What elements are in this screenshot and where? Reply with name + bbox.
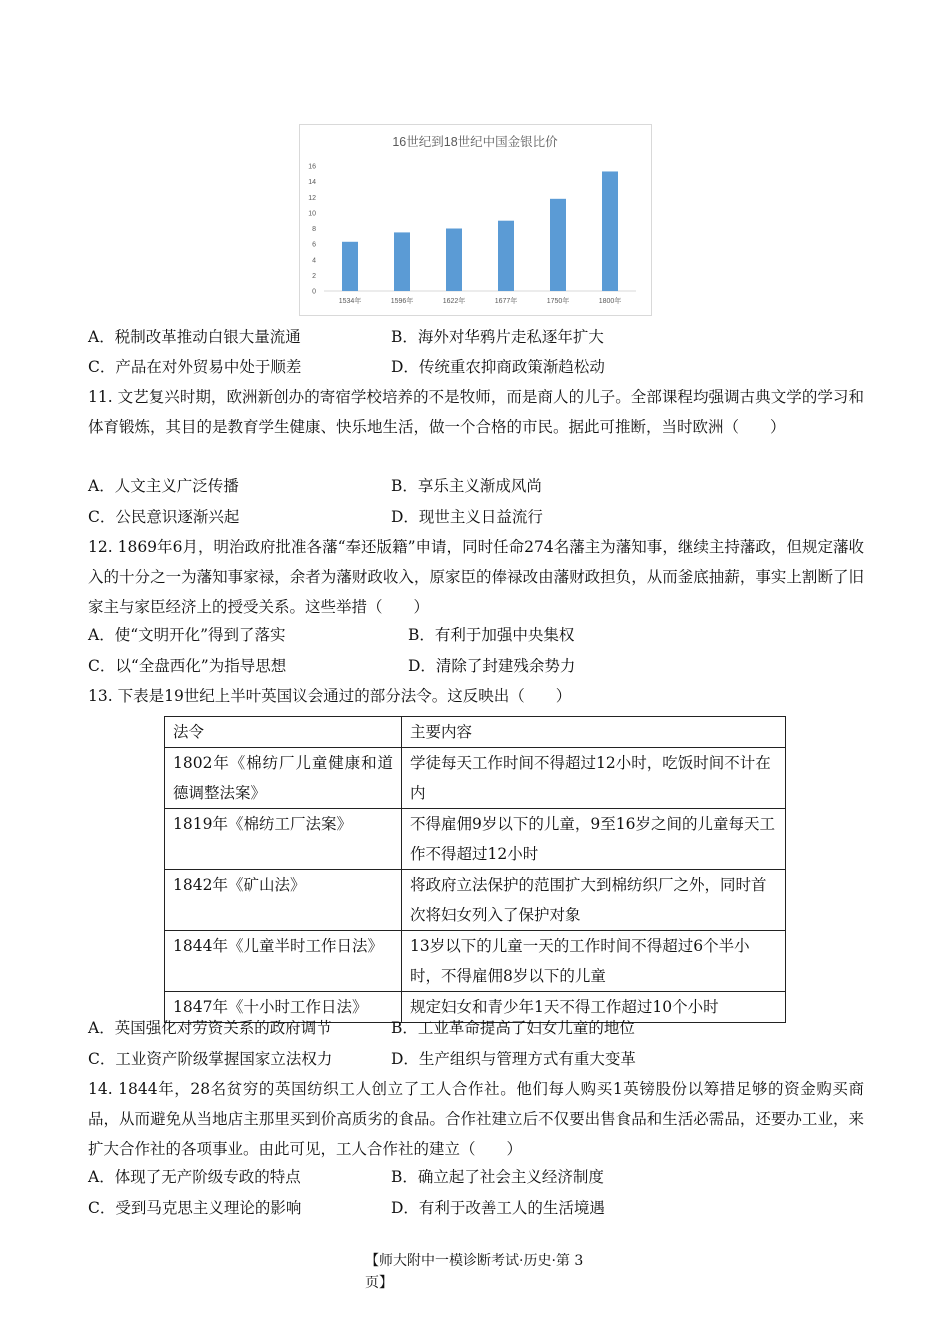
q14-option-c[interactable]: C．受到马克思主义理论的影响	[88, 1199, 302, 1217]
law-content-cell: 规定妇女和青少年1天不得工作超过10个小时	[402, 992, 786, 1023]
law-name-cell: 1842年《矿山法》	[165, 870, 402, 931]
gold-silver-ratio-chart	[299, 124, 652, 316]
table-header-cell: 主要内容	[402, 717, 786, 748]
q12-option-d[interactable]: D．清除了封建残余势力	[408, 657, 576, 675]
law-name-cell: 1802年《棉纺厂儿童健康和道德调整法案》	[165, 748, 402, 809]
y-tick-label: 0	[312, 288, 316, 296]
x-tick-label: 1750年	[546, 298, 570, 305]
q12-option-c[interactable]: C．以“全盘西化”为指导思想	[88, 657, 287, 675]
laws-table	[164, 716, 786, 1023]
q10-option-b[interactable]: B．海外对华鸦片走私逐年扩大	[391, 328, 604, 346]
bar-1800年	[602, 171, 618, 291]
q13-option-b[interactable]: B．工业革命提高了妇女儿童的地位	[391, 1019, 635, 1037]
q11-option-d[interactable]: D．现世主义日益流行	[391, 508, 543, 526]
bar-1534年	[342, 242, 358, 291]
law-name-cell: 1847年《十小时工作日法》	[165, 992, 402, 1023]
table-row	[165, 748, 786, 809]
x-tick-label: 1622年	[442, 298, 466, 305]
law-name-cell: 1844年《儿童半时工作日法》	[165, 931, 402, 992]
q13-option-d[interactable]: D．生产组织与管理方式有重大变革	[391, 1050, 636, 1068]
table-header-row	[165, 717, 786, 748]
law-content-cell: 将政府立法保护的范围扩大到棉纺织厂之外，同时首次将妇女列入了保护对象	[402, 870, 786, 931]
q12-option-a[interactable]: A．使“文明开化”得到了落实	[88, 626, 286, 644]
law-content-cell: 13岁以下的儿童一天的工作时间不得超过6个半小时，不得雇佣8岁以下的儿童	[402, 931, 786, 992]
law-name-cell: 1819年《棉纺工厂法案》	[165, 809, 402, 870]
q13-option-c[interactable]: C．工业资产阶级掌握国家立法权力	[88, 1050, 333, 1068]
q12-stem: 12. 1869年6月，明治政府批准各藩“奉还版籍”申请，同时任命274名藩主为藩知事，继续主持藩政，但规定藩收入的十分之一为藩知事家禄，余者为藩财政收入，原家臣的俸禄改由藩财政担负，从而釜底抽薪，事实上割断了旧家主与家臣经济上的授受关系。这些举措（ ）	[88, 538, 864, 616]
y-tick-label: 10	[308, 210, 316, 218]
bar-1622年	[446, 229, 462, 292]
q12-option-b[interactable]: B．有利于加强中央集权	[408, 626, 575, 644]
bar-1677年	[498, 221, 514, 291]
y-tick-label: 6	[312, 241, 316, 249]
bar-1596年	[394, 232, 410, 291]
q11-option-b[interactable]: B．享乐主义渐成风尚	[391, 477, 542, 495]
q14-option-d[interactable]: D．有利于改善工人的生活境遇	[391, 1199, 605, 1217]
y-tick-label: 4	[312, 257, 316, 265]
q14-stem: 14. 1844年，28名贫穷的英国纺织工人创立了工人合作社。他们每人购买1英镑股份以筹措足够的资金购买商品，从而避免从当地店主那里买到价高质劣的食品。合作社建立后不仅要出售食品和生活必需品，还要办工业，来扩大合作社的各项事业。由此可见，工人合作社的建立（ ）	[88, 1080, 864, 1158]
law-content-cell: 不得雇佣9岁以下的儿童，9至16岁之间的儿童每天工作不得超过12小时	[402, 809, 786, 870]
q14-option-b[interactable]: B．确立起了社会主义经济制度	[391, 1168, 604, 1186]
q10-option-a[interactable]: A．税制改革推动白银大量流通	[88, 328, 301, 346]
y-tick-label: 14	[308, 179, 316, 187]
chart-canvas	[300, 125, 651, 315]
table-row	[165, 809, 786, 870]
x-tick-label: 1534年	[338, 298, 362, 305]
q10-option-d[interactable]: D．传统重农抑商政策渐趋松动	[391, 358, 605, 376]
table-row	[165, 870, 786, 931]
x-tick-label: 1677年	[494, 298, 518, 305]
q13-option-a[interactable]: A．英国强化对劳资关系的政府调节	[88, 1019, 332, 1037]
x-tick-label: 1596年	[390, 298, 414, 305]
x-tick-label: 1800年	[598, 298, 622, 305]
bar-1750年	[550, 199, 566, 291]
chart-title: 16世纪到18世纪中国金银比价	[392, 135, 558, 149]
y-tick-label: 2	[312, 272, 316, 280]
q10-option-c[interactable]: C．产品在对外贸易中处于顺差	[88, 358, 302, 376]
q13-stem: 13. 下表是19世纪上半叶英国议会通过的部分法令。这反映出（ ）	[88, 687, 572, 705]
table-row	[165, 931, 786, 992]
y-tick-label: 8	[312, 226, 316, 233]
y-tick-label: 12	[308, 194, 316, 202]
q11-stem: 11. 文艺复兴时期，欧洲新创办的寄宿学校培养的不是牧师，而是商人的儿子。全部课程均强调古典文学的学习和体育锻炼，其目的是教育学生健康、快乐地生活，做一个合格的市民。据此可推断，当时欧洲（ ）	[88, 388, 864, 436]
q11-option-c[interactable]: C．公民意识逐渐兴起	[88, 508, 240, 526]
page-footer: 【师大附中一模诊断考试·历史·第 3 页】	[365, 1253, 584, 1291]
q11-option-a[interactable]: A．人文主义广泛传播	[88, 477, 239, 495]
y-tick-label: 16	[308, 163, 316, 171]
table-header-cell: 法令	[165, 717, 402, 748]
law-content-cell: 学徒每天工作时间不得超过12小时，吃饭时间不计在内	[402, 748, 786, 809]
q14-option-a[interactable]: A．体现了无产阶级专政的特点	[88, 1168, 301, 1186]
